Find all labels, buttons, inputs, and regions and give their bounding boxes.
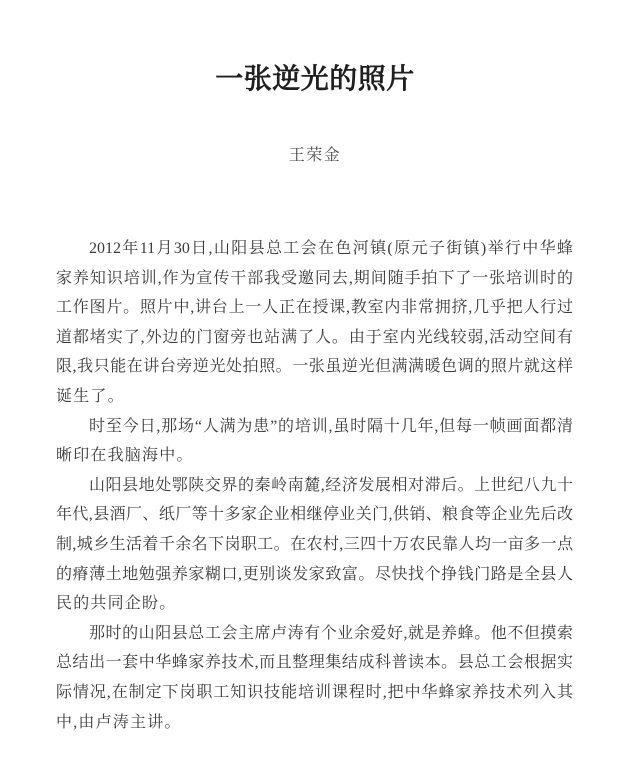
text-line: 民的共同企盼。 bbox=[56, 595, 177, 613]
text-line: 限,我只能在讲台旁逆光处拍照。一张虽逆光但满满暖色调的照片就这样 bbox=[56, 358, 573, 376]
text-line: 晰印在我脑海中。 bbox=[56, 447, 194, 465]
page-title: 一张逆光的照片 bbox=[215, 64, 415, 95]
text-line: 道都堵实了,外边的门窗旁也站满了人。由于室内光线较弱,活动空间有 bbox=[56, 328, 573, 346]
text-line: 2012年11月30日,山阳县总工会在色河镇(原元子街镇)举行中华蜂 bbox=[89, 240, 573, 257]
text-line: 那时的山阳县总工会主席卢涛有个业余爱好,就是养蜂。他不但摸索 bbox=[89, 624, 573, 642]
text-line: 年代,县酒厂、纸厂等十多家企业相继停业关门,供销、粮食等企业先后改 bbox=[56, 506, 573, 524]
text-line: 时至今日,那场“人满为患”的培训,虽时隔十几年,但每一帧画面都清 bbox=[89, 417, 573, 435]
text-line: 总结出一套中华蜂家养技术,而且整理集结成科普读本。县总工会根据实 bbox=[56, 654, 573, 672]
text-line: 制,城乡生活着千余名下岗职工。在农村,三四十万农民靠人均一亩多一点 bbox=[56, 535, 573, 553]
text-line: 的瘠薄土地勉强养家糊口,更别谈发家致富。尽快找个挣钱门路是全县人 bbox=[56, 565, 573, 583]
text-line: 中,由卢涛主讲。 bbox=[56, 713, 182, 731]
article-body bbox=[56, 234, 573, 737]
author-name: 王荣金 bbox=[288, 147, 342, 164]
text-line: 山阳县地处鄂陕交界的秦岭南麓,经济发展相对滞后。上世纪八九十 bbox=[89, 476, 573, 494]
text-line: 际情况,在制定下岗职工知识技能培训课程时,把中华蜂家养技术列入其 bbox=[56, 683, 573, 701]
text-line: 工作图片。照片中,讲台上一人正在授课,教室内非常拥挤,几乎把人行过 bbox=[56, 299, 573, 317]
text-line: 家养知识培训,作为宣传干部我受邀同去,期间随手拍下了一张培训时的 bbox=[56, 269, 573, 287]
text-line: 诞生了。 bbox=[56, 387, 125, 405]
